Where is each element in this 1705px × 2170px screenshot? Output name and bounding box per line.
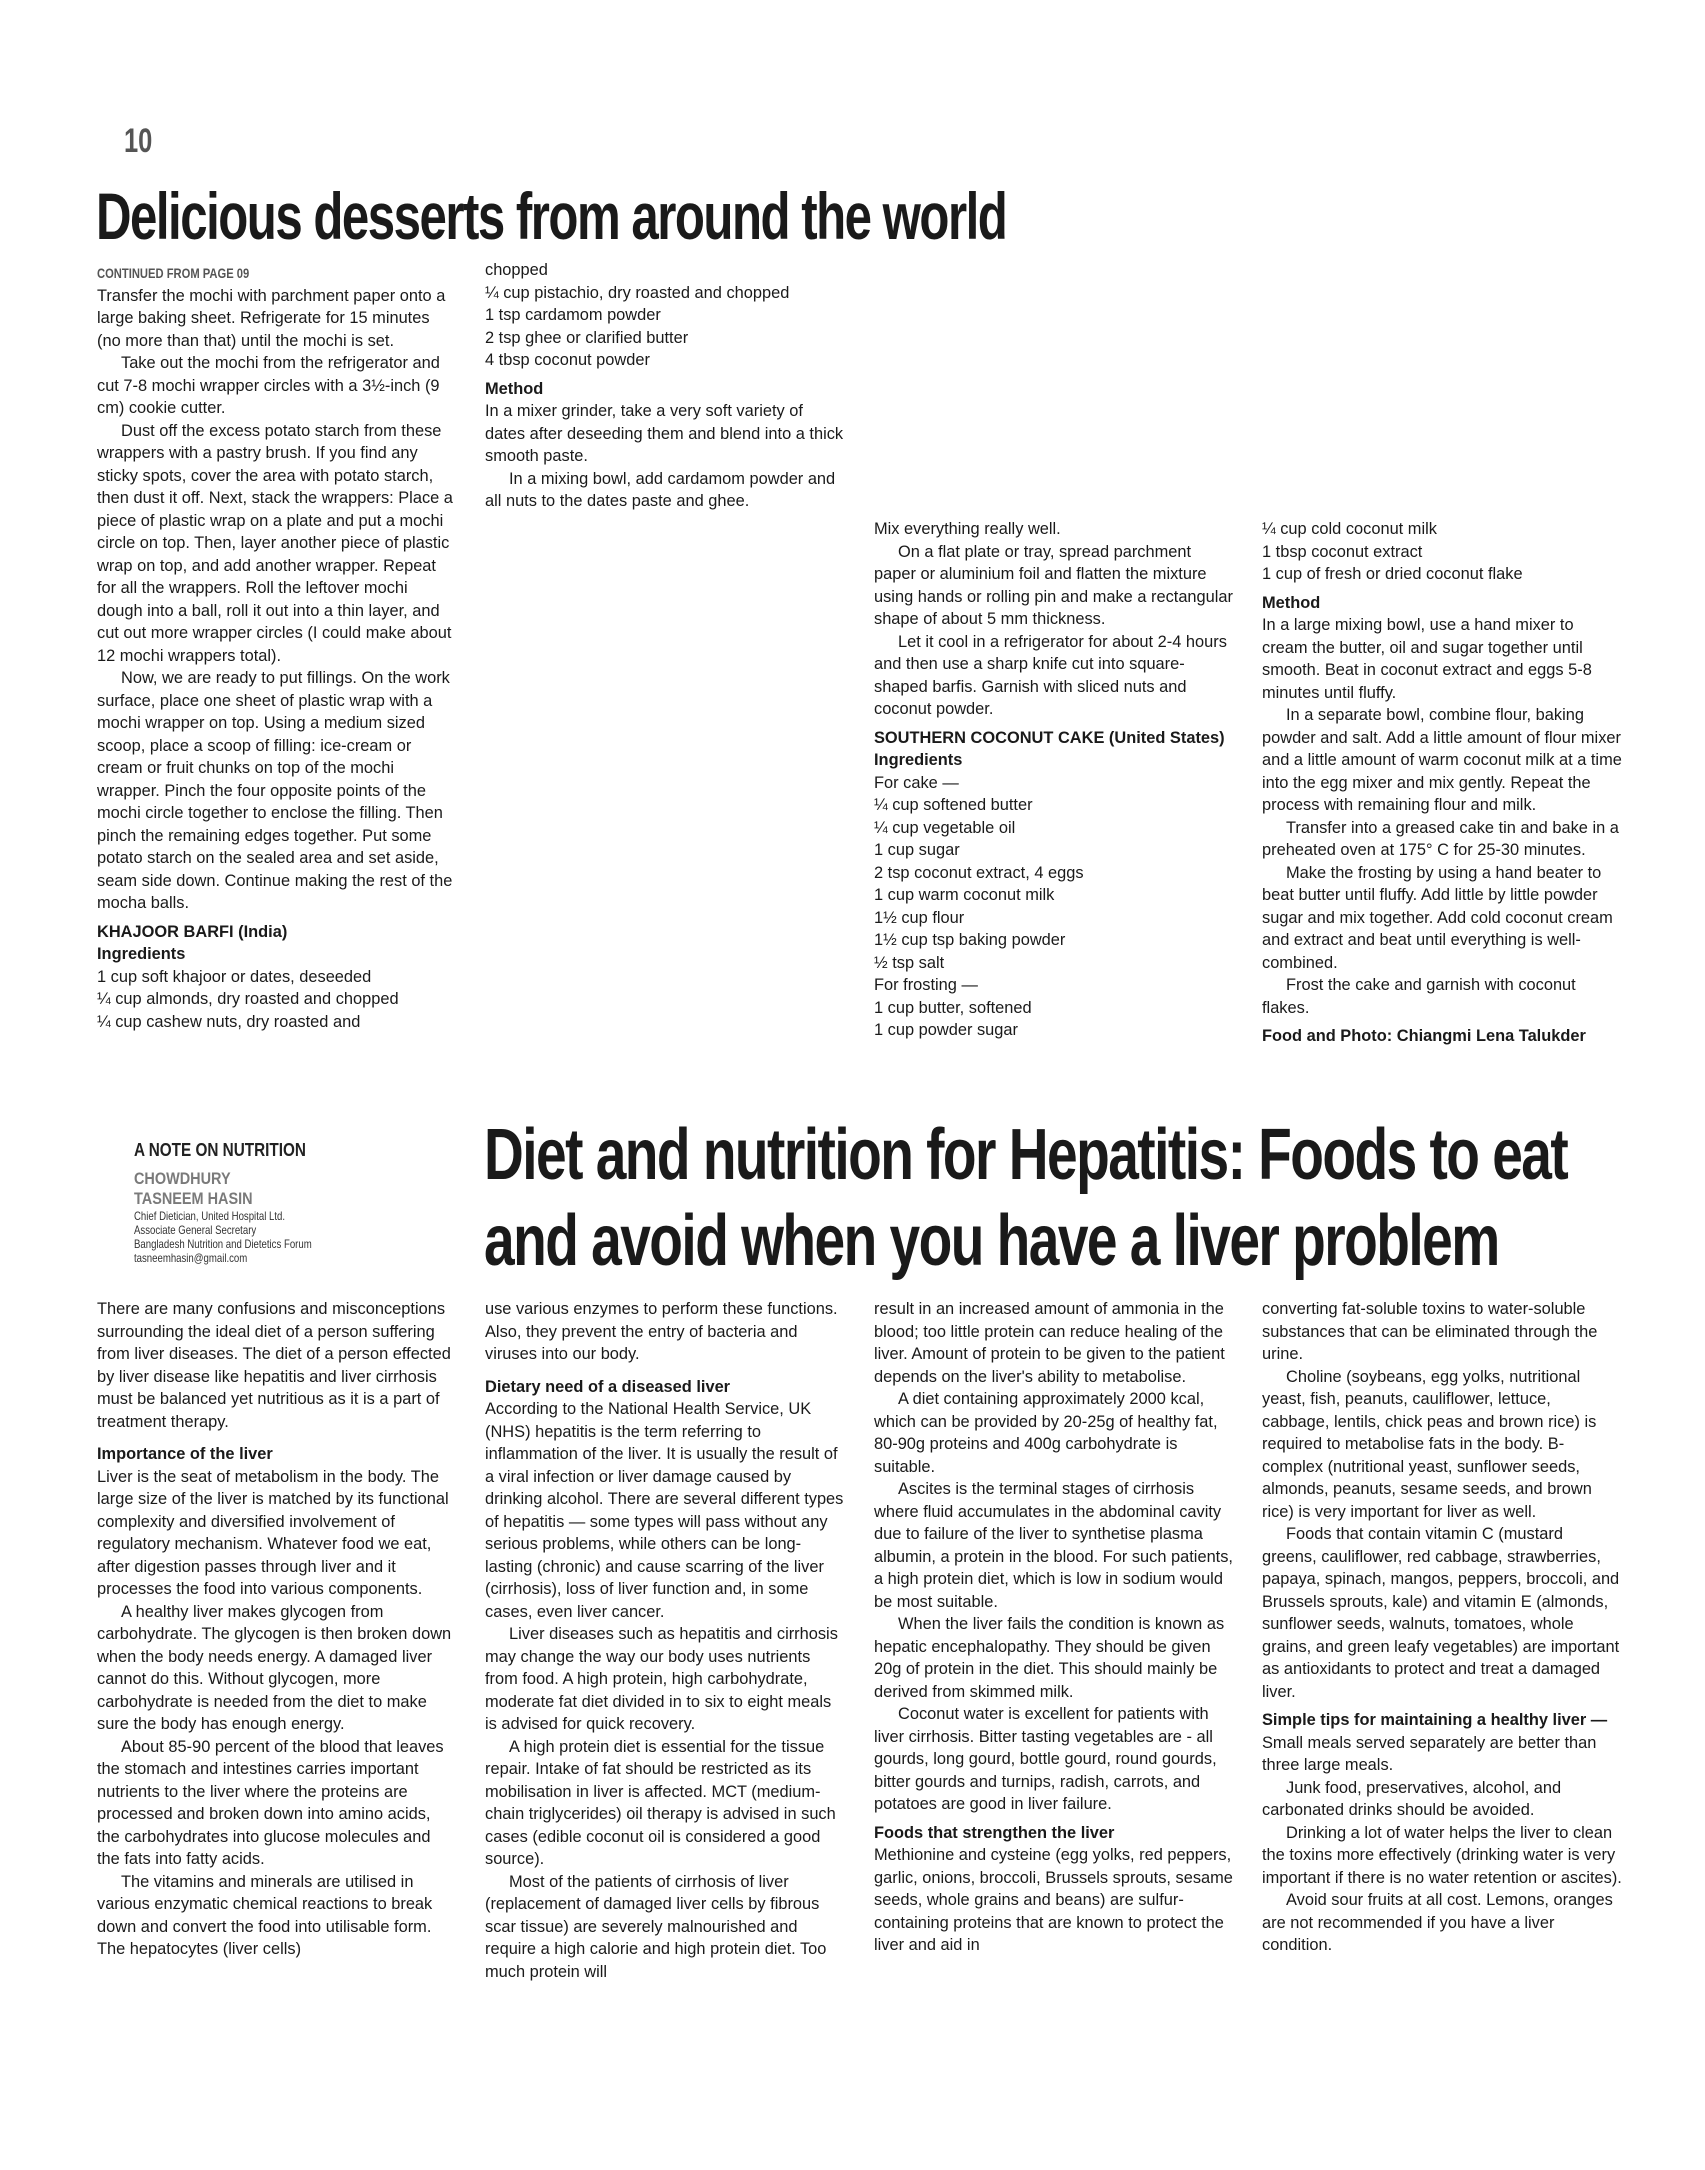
paragraph: Take out the mochi from the refrigerator and cut 7-8 mochi wrapper circles with a 3½-inch (9 cm) cookie cutter. [97,354,440,417]
ingredient-line: 2 tsp ghee or clarified butter [485,328,689,347]
paragraph: About 85-90 percent of the blood that leaves the stomach and intestines carries important nutrients to the liver where the proteins are processed and broken down into amino acids, the carbohydrates into glucose molecules and the fats into fatty acids. [97,1737,444,1868]
ingredient-line: 4 tbsp coconut powder [485,351,650,369]
paragraph: converting fat-soluble toxins to water-soluble substances that can be eliminated through the urine. [1262,1300,1598,1363]
paragraph: Liver diseases such as hepatitis and cirrhosis may change the way our body uses nutrients from food. A high protein, high carbohydrate, moderate fat diet divided in to six to eight meals is advised for quick recovery. [485,1625,838,1733]
ingredient-line: 1 cup sugar [874,841,960,859]
ingredient-line: For cake — [874,773,959,792]
recipe-title-coconut: SOUTHERN COCONUT CAKE (United States) [874,728,1225,747]
ingredient-line: 1 tbsp coconut extract [1262,542,1423,561]
ingredients-label: Ingredients [874,751,963,769]
ingredient-line: ¼ cup cashew nuts, dry roasted and [97,1012,361,1031]
paragraph: Transfer the mochi with parchment paper onto a large baking sheet. Refrigerate for 15 minutes (no more than that) until the mochi is set. [97,286,446,350]
ingredient-line: For frosting — [874,976,978,994]
article1-col4 [1262,518,1622,1048]
ingredient-line: ¼ cup softened butter [874,796,1033,814]
ingredient-line: 1 tsp cardamom powder [485,306,661,324]
paragraph: Now, we are ready to put fillings. On the work surface, place one sheet of plastic wrap with a mochi wrapper on top. Using a medium sized scoop, place a scoop of filling: ice-cream or cream or fruit chunks on top of the mochi wrapper. Pinch the four opposite points of the mochi circle together to enclose the filling. Then pinch the remaining edges together. Put some potato starch on the sealed area and set aside, seam side down. Continue making the rest of the mocha balls. [97,669,453,912]
page-number: 10 [124,122,153,160]
method-label: Method [1262,593,1321,612]
paragraph: Make the frosting by using a hand beater to beat butter until fluffy. Add little by little powder sugar and mix together. Add cold coconut cream and extract and beat until everything is well-combined. [1262,863,1613,972]
subhead: Foods that strengthen the liver [874,1823,1115,1842]
paragraph: A high protein diet is essential for the tissue repair. Intake of fat should be restricted as its mobilisation in liver is affected. MCT (medium-chain triglycerides) oil therapy is advised in such cases (edible coconut oil is considered a good source). [485,1737,836,1868]
paragraph: Mix everything really well. [874,520,1061,538]
author-info: Chief Dietician, United Hospital Ltd. [134,1209,286,1223]
paragraph: use various enzymes to perform these functions. Also, they prevent the entry of bacteria and viruses into our body. [485,1300,838,1363]
author-info: Bangladesh Nutrition and Dietetics Forum [134,1237,312,1251]
continued-label: CONTINUED FROM PAGE 09 [97,265,250,281]
paragraph: result in an increased amount of ammonia in the blood; too little protein can reduce healing of the liver. Amount of protein to be given to the patient depends on the liver's ability to metabolise. [874,1300,1225,1386]
article1-col3 [874,518,1234,1042]
paragraph: When the liver fails the condition is known as hepatic encephalopathy. They should be given 20g of protein in the diet. This should mainly be derived from skimmed milk. [874,1615,1225,1701]
paragraph: Methionine and cysteine (egg yolks, red peppers, garlic, onions, broccoli, Brussels sprouts, sesame seeds, whole grains and beans) are sulfur-containing proteins that are known to protect the liver and aid in [874,1846,1233,1954]
paragraph: Avoid sour fruits at all cost. Lemons, oranges are not recommended if you have a liver condition. [1262,1891,1613,1954]
ingredient-line: 1 cup powder sugar [874,1021,1018,1039]
recipe-title-khajoor: KHAJOOR BARFI (India) [97,922,288,941]
article1-headline: Delicious desserts from around the world [96,179,1007,253]
photo-credit: Food and Photo: Chiangmi Lena Talukder [1262,1027,1586,1045]
article1-col1 [97,262,457,1033]
paragraph: Small meals served separately are better than three large meals. [1262,1733,1597,1774]
article2-col1 [97,1298,457,1961]
paragraph: According to the National Health Service, UK (NHS) hepatitis is the term referring to inflammation of the liver. It is usually the result of a viral infection or liver damage caused by drinking alcohol. There are several different types of hepatitis — some types will pass without any serious problems, while others can be long-lasting (chronic) and cause scarring of the liver (cirrhosis), loss of liver function and, in some cases, even liver cancer. [485,1400,844,1621]
ingredient-line: ¼ cup vegetable oil [874,818,1016,837]
ingredient-line: 1 cup of fresh or dried coconut flake [1262,565,1523,583]
article2-headline [484,1112,1567,1284]
headline-line: and avoid when you have a liver problem [484,1201,1499,1281]
ingredient-line: 2 tsp coconut extract, 4 eggs [874,863,1084,882]
paragraph: Foods that contain vitamin C (mustard greens, cauliflower, red cabbage, strawberries, papaya, spinach, mangos, peppers, broccoli, and Brussels sprouts, kale) and vitamin E (almonds, sunflower seeds, walnuts, tomatoes, whole grains, and green leafy vegetables) are important as antioxidants to protect and treat a damaged liver. [1262,1525,1620,1701]
paragraph: Dust off the excess potato starch from these wrappers with a pastry brush. If you find any sticky spots, cover the area with potato starch, then dust it off. Next, stack the wrappers: Place a piece of plastic wrap on a plate and put a mochi circle on top. Then, layer another piece of plastic wrap on top, and add another wrapper. Repeat for all the wrappers. Roll the leftover mochi dough into a ball, roll it out into a thin layer, and cut out more wrapper circles (I could make about 12 mochi wrappers total). [97,421,453,665]
paragraph: The vitamins and minerals are utilised in various enzymatic chemical reactions to break down and convert the food into utilisable form. The hepatocytes (liver cells) [97,1872,433,1958]
paragraph: Ascites is the terminal stages of cirrhosis where fluid accumulates in the abdominal cavity due to failure of the liver to synthetise plasma albumin, a protein in the blood. For such patients, a high protein diet, which is low in sodium would be most suitable. [874,1480,1233,1611]
paragraph: Liver is the seat of metabolism in the body. The large size of the liver is matched by its functional complexity and diversified involvement of regulatory mechanism. Whatever food we eat, after digestion passes through liver and it processes the food into various components. [97,1467,449,1598]
paragraph: Junk food, preservatives, alcohol, and carbonated drinks should be avoided. [1262,1778,1562,1819]
section-kicker: A NOTE ON NUTRITION [134,1140,306,1160]
paragraph: In a large mixing bowl, use a hand mixer to cream the butter, oil and sugar together until smooth. Beat in coconut extract and eggs 5-8 minutes until fluffy. [1262,616,1592,702]
byline [134,1140,434,1265]
paragraph: Choline (soybeans, egg yolks, nutritional yeast, fish, peanuts, cauliflower, lettuce, cabbage, lentils, chick peas and brown rice) is required to metabolise fats in the body. B-complex (nutritional yeast, sunflower seeds, almonds, peanuts, sesame seeds, and brown rice) is very important for liver as well. [1262,1367,1597,1521]
author-email: tasneemhasin@gmail.com [134,1251,248,1265]
author-info: Associate General Secretary [134,1223,257,1237]
article1-col2 [485,259,845,513]
paragraph: Let it cool in a refrigerator for about 2-4 hours and then use a sharp knife cut into square-shaped barfis. Garnish with sliced nuts and coconut powder. [874,632,1227,718]
paragraph: Transfer into a greased cake tin and bake in a preheated oven at 175° C for 25-30 minutes. [1262,818,1619,859]
ingredient-line: ½ tsp salt [874,953,945,972]
article2-col4 [1262,1298,1622,1957]
ingredients-label: Ingredients [97,945,186,963]
paragraph: In a mixer grinder, take a very soft variety of dates after deseeding them and blend into a thick smooth paste. [485,402,844,465]
author-name-line1: CHOWDHURY [134,1169,231,1188]
ingredient-line: ¼ cup cold coconut milk [1262,520,1437,538]
author-name-line2: TASNEEM HASIN [134,1189,253,1208]
subhead: Importance of the liver [97,1445,273,1463]
paragraph: A diet containing approximately 2000 kcal, which can be provided by 20-25g of healthy fat, 80-90g proteins and 400g carbohydrate is suitable. [874,1390,1218,1476]
subhead: Dietary need of a diseased liver [485,1377,731,1396]
headline-line: Diet and nutrition for Hepatitis: Foods to eat [484,1115,1568,1195]
paragraph: In a mixing bowl, add cardamom powder and all nuts to the dates paste and ghee. [485,469,836,510]
paragraph: Frost the cake and garnish with coconut flakes. [1262,976,1576,1017]
paragraph: Most of the patients of cirrhosis of liver (replacement of damaged liver cells by fibrous scar tissue) are severely malnourished and require a high calorie and high protein diet. Too much protein will [485,1872,827,1981]
paragraph: There are many confusions and misconceptions surrounding the ideal diet of a person suffering from liver diseases. The diet of a person effected by liver disease like hepatitis and liver cirrhosis must be balanced yet nutritious as it is a part of treatment therapy. [97,1300,451,1431]
paragraph: In a separate bowl, combine flour, baking powder and salt. Add a little amount of flour mixer and a little amount of warm coconut milk at a time into the egg mixer and mix gently. Repeat the process with remaining flour and milk. [1262,706,1622,814]
method-label: Method [485,379,544,398]
article2-col2 [485,1298,845,1983]
paragraph: On a flat plate or tray, spread parchment paper or aluminium foil and flatten the mixture using hands or rolling pin and make a rectangular shape of about 5 mm thickness. [874,542,1233,628]
ingredient-line: 1½ cup flour [874,908,965,927]
ingredient-line: 1½ cup tsp baking powder [874,931,1066,949]
paragraph: Drinking a lot of water helps the liver to clean the toxins more effectively (drinking water is very important if there is no water retention or ascites). [1262,1823,1622,1887]
paragraph: Coconut water is excellent for patients with liver cirrhosis. Bitter tasting vegetables are - all gourds, long gourd, bottle gourd, round gourds, bitter gourds and turnips, radish, carrots, and potatoes are good in liver failure. [874,1705,1217,1813]
paragraph: A healthy liver makes glycogen from carbohydrate. The glycogen is then broken down when the body needs energy. A damaged liver cannot do this. Without glycogen, more carbohydrate is needed from the diet to make sure the body has enough energy. [97,1602,452,1733]
ingredient-line: 1 cup warm coconut milk [874,886,1055,904]
subhead: Simple tips for maintaining a healthy liver — [1262,1711,1608,1729]
article2-col3 [874,1298,1234,1957]
ingredient-line: 1 cup butter, softened [874,998,1032,1017]
ingredient-line: ¼ cup almonds, dry roasted and chopped [97,990,399,1008]
ingredient-line: chopped [485,261,548,279]
ingredient-line: 1 cup soft khajoor or dates, deseeded [97,967,372,986]
ingredient-line: ¼ cup pistachio, dry roasted and chopped [485,283,790,302]
